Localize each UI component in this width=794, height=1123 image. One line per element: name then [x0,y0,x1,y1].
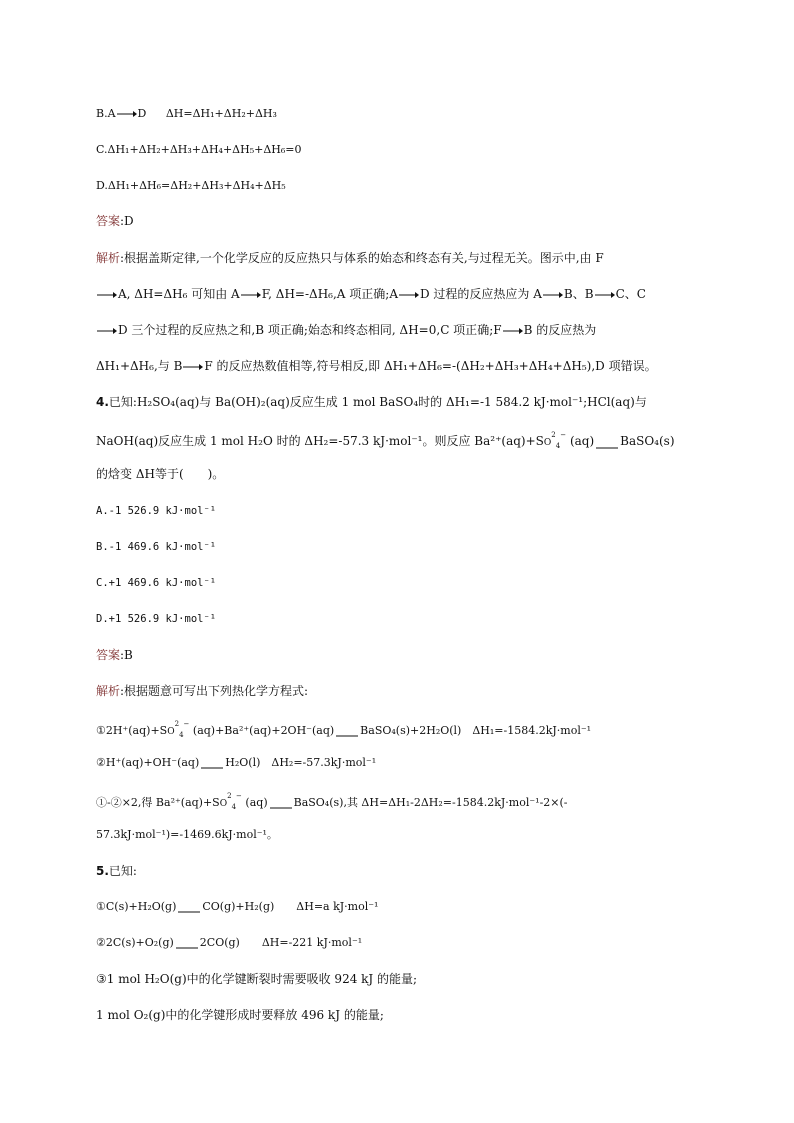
q5-stem [96,863,137,879]
equation-text: (aq)+Ba²⁺(aq)+2OH⁻(aq) [192,724,335,737]
analysis-text: C、C [615,287,646,301]
analysis-text: :根据盖斯定律,一个化学反应的反应热只与体系的始态和终态有关,与过程无关。图示中,由 F [120,251,604,265]
sulfate-charge: − [560,431,567,439]
analysis-text: D 过程的反应热应为 A [420,287,542,301]
sulfate-sup: 2 [174,720,180,728]
question-text: NaOH(aq)反应生成 1 mol H₂O 时的 ΔH₂=-57.3 kJ·mol⁻¹。则反应 Ba²⁺(aq)+S [96,434,544,448]
q3-option-b-expr: ΔH=ΔH₁+ΔH₂+ΔH₃ [165,107,277,120]
analysis-text: ΔH₁+ΔH₆,与 B [96,359,183,373]
answer-value: :D [120,214,134,228]
analysis-text: F 的反应热数值相等,符号相反,即 ΔH₁+ΔH₆=-(ΔH₂+ΔH₃+ΔH₄+ΔH₅),D 项错误。 [204,359,657,373]
reaction-arrow-icon [399,292,419,298]
analysis-label: 解析 [96,684,121,698]
q4-stem-line-2 [96,431,675,454]
equation-text: ②H⁺(aq)+OH⁻(aq) [96,756,200,769]
question-text: 已知: [108,864,137,878]
answer-value: :B [120,648,133,662]
q4-equation-2 [96,755,376,771]
sulfate-o: O [543,438,552,448]
question-text: 已知:H₂SO₄(aq)与 Ba(OH)₂(aq)反应生成 1 mol BaSO₄时的 ΔH₁=-1 584.2 kJ·mol⁻¹;HCl(aq)与 [108,395,647,409]
equilibrium-line-icon [270,800,292,806]
equation-text: CO(g)+H₂(g) ΔH=a kJ·mol⁻¹ [202,900,379,913]
q3-option-d: D.ΔH₁+ΔH₆=ΔH₂+ΔH₃+ΔH₄+ΔH₅ [96,179,286,192]
sulfate-ion-symbol [167,720,190,739]
analysis-label: 解析 [96,251,121,265]
equation-text: BaSO₄(s)+2H₂O(l) ΔH₁=-1584.2kJ·mol⁻¹ [360,724,592,737]
equation-text: 2CO(g) ΔH=-221 kJ·mol⁻¹ [199,936,363,949]
q5-equation-2 [96,935,362,951]
equation-text: H₂O(l) ΔH₂=-57.3kJ·mol⁻¹ [225,756,377,769]
reaction-arrow-icon [183,364,203,370]
q5-equation-1 [96,899,378,915]
sulfate-sub: 4 [555,441,561,450]
q3-analysis-line-1 [96,250,604,266]
equilibrium-line-icon [596,439,618,445]
sulfate-sub: 4 [179,730,184,739]
q4-answer [96,647,133,663]
reaction-arrow-icon [97,328,117,334]
equation-text: ①2H⁺(aq)+S [96,724,168,737]
sulfate-charge: − [183,720,190,728]
sulfate-ion-symbol [219,792,242,811]
equation-text: (aq) [245,796,268,809]
sulfate-charge: − [236,792,242,800]
sulfate-o: O [167,727,175,737]
equation-text: ②2C(s)+O₂(g) [96,936,174,949]
equilibrium-line-icon [201,760,223,766]
question-text: BaSO₄(s) [620,434,675,448]
q4-stem-line-3: 的焓变 ΔH等于( )。 [96,467,225,481]
q4-equation-3-cont: 57.3kJ·mol⁻¹)=-1469.6kJ·mol⁻¹。 [96,828,278,841]
sulfate-sup: 2 [227,792,232,800]
answer-label: 答案 [96,648,121,662]
q4-equation-3 [96,792,568,815]
equation-text: ①C(s)+H₂O(g) [96,900,177,913]
q3-analysis-line-2 [96,286,646,302]
q3-analysis-line-3 [96,322,596,338]
analysis-text: B、B [563,287,594,301]
q4-stem-line-1 [96,394,647,410]
equilibrium-line-icon [336,728,358,734]
reaction-arrow-icon [543,292,563,298]
sulfate-ion-symbol [543,431,567,450]
q4-analysis-line-1 [96,683,308,699]
equation-text: BaSO₄(s),其 ΔH=ΔH₁-2ΔH₂=-1584.2kJ·mol⁻¹-2×(- [293,796,568,809]
q4-option-d: D.+1 526.9 kJ·mol⁻¹ [96,613,217,625]
reaction-arrow-icon [241,292,261,298]
analysis-text: D 三个过程的反应热之和,B 项正确;始态和终态相同, ΔH=0,C 项正确;F [118,323,502,337]
q3-option-b [96,106,277,122]
analysis-text: B 的反应热为 [523,323,597,337]
sulfate-sub: 4 [231,802,237,811]
reaction-arrow-icon [97,292,117,298]
reaction-arrow-icon [503,328,523,334]
answer-label: 答案 [96,214,121,228]
q5-line-4: 1 mol O₂(g)中的化学键形成时要释放 496 kJ 的能量; [96,1008,384,1022]
equilibrium-line-icon [178,904,200,910]
question-text: (aq) [569,434,595,448]
q3-option-c: C.ΔH₁+ΔH₂+ΔH₃+ΔH₄+ΔH₅+ΔH₆=0 [96,143,302,156]
analysis-text: F, ΔH=-ΔH₆,A 项正确;A [261,287,398,301]
reaction-arrow-icon [117,111,137,117]
question-number: 5. [96,864,109,878]
q4-option-a: A.-1 526.9 kJ·mol⁻¹ [96,505,217,517]
q4-option-c: C.+1 469.6 kJ·mol⁻¹ [96,577,217,589]
q3-option-b-prefix: B.A [96,107,116,120]
analysis-text: :根据题意可写出下列热化学方程式: [120,684,309,698]
sulfate-sup: 2 [551,431,556,439]
equilibrium-line-icon [176,940,198,946]
q5-line-3: ③1 mol H₂O(g)中的化学键断裂时需要吸收 924 kJ 的能量; [96,972,418,986]
analysis-text: A, ΔH=ΔH₆ 可知由 A [118,287,240,301]
question-number: 4. [96,395,109,409]
sulfate-o: O [219,799,228,809]
q3-option-b-mid: D [137,107,147,120]
q3-answer [96,213,134,229]
reaction-arrow-icon [595,292,615,298]
q3-analysis-line-4 [96,358,657,374]
equation-text: ①-②×2,得 Ba²⁺(aq)+S [96,796,220,809]
q4-option-b: B.-1 469.6 kJ·mol⁻¹ [96,541,217,553]
q4-equation-1 [96,720,591,743]
